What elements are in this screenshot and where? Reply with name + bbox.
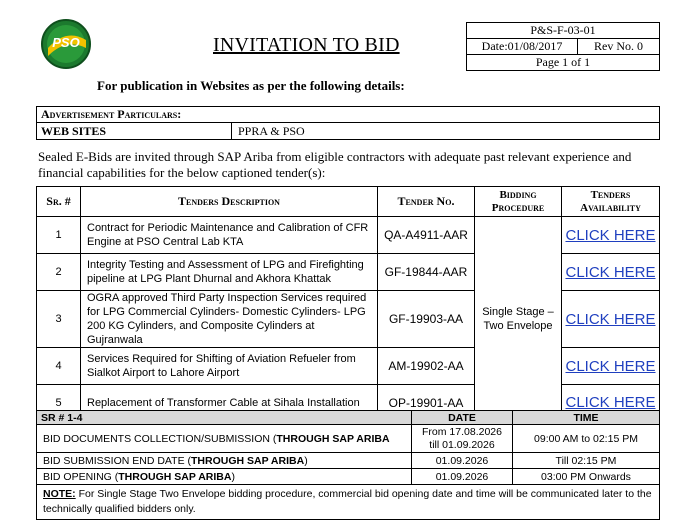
- schedule-note: [37, 485, 660, 520]
- header-availability: [562, 187, 660, 217]
- schedule-note-row: [37, 485, 660, 520]
- procedure-line2: Two Envelope: [483, 319, 553, 332]
- click-here-link[interactable]: CLICK HERE: [565, 310, 656, 328]
- header-sr: Sr. #: [37, 187, 81, 217]
- schedule-time: 09:00 AM to 02:15 PM: [513, 425, 660, 453]
- publication-note: For publication in Websites as per the following details:: [97, 78, 405, 93]
- schedule-date-header: DATE: [412, 411, 513, 425]
- row-sr: 1: [37, 217, 81, 254]
- schedule-sr-label: SR # 1-4: [37, 411, 412, 425]
- advertisement-heading: Advertisement Particulars:: [37, 107, 660, 123]
- row-sr: 2: [37, 254, 81, 291]
- row-description: Contract for Periodic Maintenance and Calibration of CFR Engine at PSO Central Lab KTA: [81, 217, 378, 254]
- pso-logo: [40, 18, 92, 70]
- availability-cell: [562, 291, 660, 348]
- schedule-label-plain: BID SUBMISSION END DATE (: [43, 454, 191, 467]
- tenders-table: [36, 186, 660, 421]
- availability-cell: [562, 254, 660, 291]
- header-procedure-line2: Procedure: [491, 201, 545, 214]
- availability-cell: [562, 217, 660, 254]
- logo-text: PSO: [52, 35, 80, 50]
- click-here-link[interactable]: CLICK HERE: [565, 226, 656, 244]
- schedule-time: 03:00 PM Onwards: [513, 469, 660, 485]
- schedule-date: 01.09.2026: [412, 453, 513, 469]
- schedule-date: [412, 425, 513, 453]
- procedure-line1: Single Stage –: [482, 305, 554, 318]
- header-tender-no: Tender No.: [378, 187, 475, 217]
- header-availability-line2: Availability: [580, 201, 641, 214]
- schedule-row: [37, 469, 660, 485]
- schedule-label: [37, 453, 412, 469]
- row-sr: 5: [37, 385, 81, 421]
- schedule-header-row: [37, 411, 660, 425]
- row-tender-no: GF-19844-AAR: [378, 254, 475, 291]
- schedule-table: [36, 410, 660, 520]
- schedule-date-line1: From 17.08.2026: [422, 425, 502, 438]
- form-revision: Rev No. 0: [578, 39, 660, 55]
- row-tender-no: GF-19903-AA: [378, 291, 475, 348]
- schedule-date-line2: till 01.09.2026: [429, 438, 495, 451]
- page-title: INVITATION TO BID: [213, 34, 400, 56]
- table-row: [37, 291, 660, 348]
- row-description: Services Required for Shifting of Aviation Refueler from Sialkot Airport to Lahore Airport: [81, 348, 378, 385]
- tenders-header-row: [37, 187, 660, 217]
- header-procedure: [475, 187, 562, 217]
- row-description: Integrity Testing and Assessment of LPG and Firefighting pipeline at LPG Plant Dhurnal and Akhora Khattak: [81, 254, 378, 291]
- note-text: For Single Stage Two Envelope bidding procedure, commercial bid opening date and time will be communicated later to the technically qualified bidders only.: [43, 488, 652, 515]
- schedule-row: [37, 453, 660, 469]
- form-number: P&S-F-03-01: [467, 23, 660, 39]
- header-procedure-line1: Bidding: [499, 188, 537, 201]
- table-row: [37, 217, 660, 254]
- websites-label: WEB SITES: [37, 123, 232, 140]
- form-date: Date:01/08/2017: [467, 39, 578, 55]
- schedule-label: [37, 425, 412, 453]
- procedure-cell: [475, 217, 562, 421]
- schedule-label-end: ): [304, 454, 308, 467]
- websites-value: PPRA & PSO: [232, 123, 660, 140]
- schedule-label-end: ): [231, 470, 235, 483]
- schedule-time: Till 02:15 PM: [513, 453, 660, 469]
- row-sr: 3: [37, 291, 81, 348]
- schedule-date: 01.09.2026: [412, 469, 513, 485]
- schedule-row: [37, 425, 660, 453]
- advertisement-table: [36, 106, 660, 140]
- note-label: NOTE:: [43, 488, 76, 500]
- row-tender-no: AM-19902-AA: [378, 348, 475, 385]
- click-here-link[interactable]: CLICK HERE: [565, 394, 656, 411]
- schedule-label-bold: THROUGH SAP ARIBA: [191, 454, 305, 467]
- intro-text: Sealed E-Bids are invited through SAP Ariba from eligible contractors with adequate past relevant experience and financial capabilities for the below captioned tender(s):: [38, 149, 632, 180]
- schedule-label-plain: BID OPENING (: [43, 470, 119, 483]
- click-here-link[interactable]: CLICK HERE: [565, 263, 656, 281]
- schedule-label-plain: BID DOCUMENTS COLLECTION/SUBMISSION (: [43, 432, 277, 445]
- schedule-label-bold: THROUGH SAP ARIBA: [276, 432, 390, 445]
- schedule-label: [37, 469, 412, 485]
- click-here-link[interactable]: CLICK HERE: [565, 357, 656, 375]
- row-tender-no: QA-A4911-AAR: [378, 217, 475, 254]
- row-description: OGRA approved Third Party Inspection Services required for LPG Commercial Cylinders- Domestic Cylinders- LPG 200 KG Cylinders, and Composite Cylinders at Gujranwala: [81, 291, 378, 348]
- schedule-label-bold: THROUGH SAP ARIBA: [118, 470, 232, 483]
- form-info-box: [466, 22, 660, 71]
- table-row: [37, 254, 660, 291]
- row-tender-no: OP-19901-AA: [378, 385, 475, 421]
- header-availability-line1: Tenders: [590, 188, 631, 201]
- page-number: Page 1 of 1: [467, 55, 660, 71]
- availability-cell: [562, 348, 660, 385]
- schedule-time-header: TIME: [513, 411, 660, 425]
- header-description: Tenders Description: [81, 187, 378, 217]
- row-sr: 4: [37, 348, 81, 385]
- table-row: [37, 348, 660, 385]
- row-description: Replacement of Transformer Cable at Sihala Installation: [81, 385, 378, 421]
